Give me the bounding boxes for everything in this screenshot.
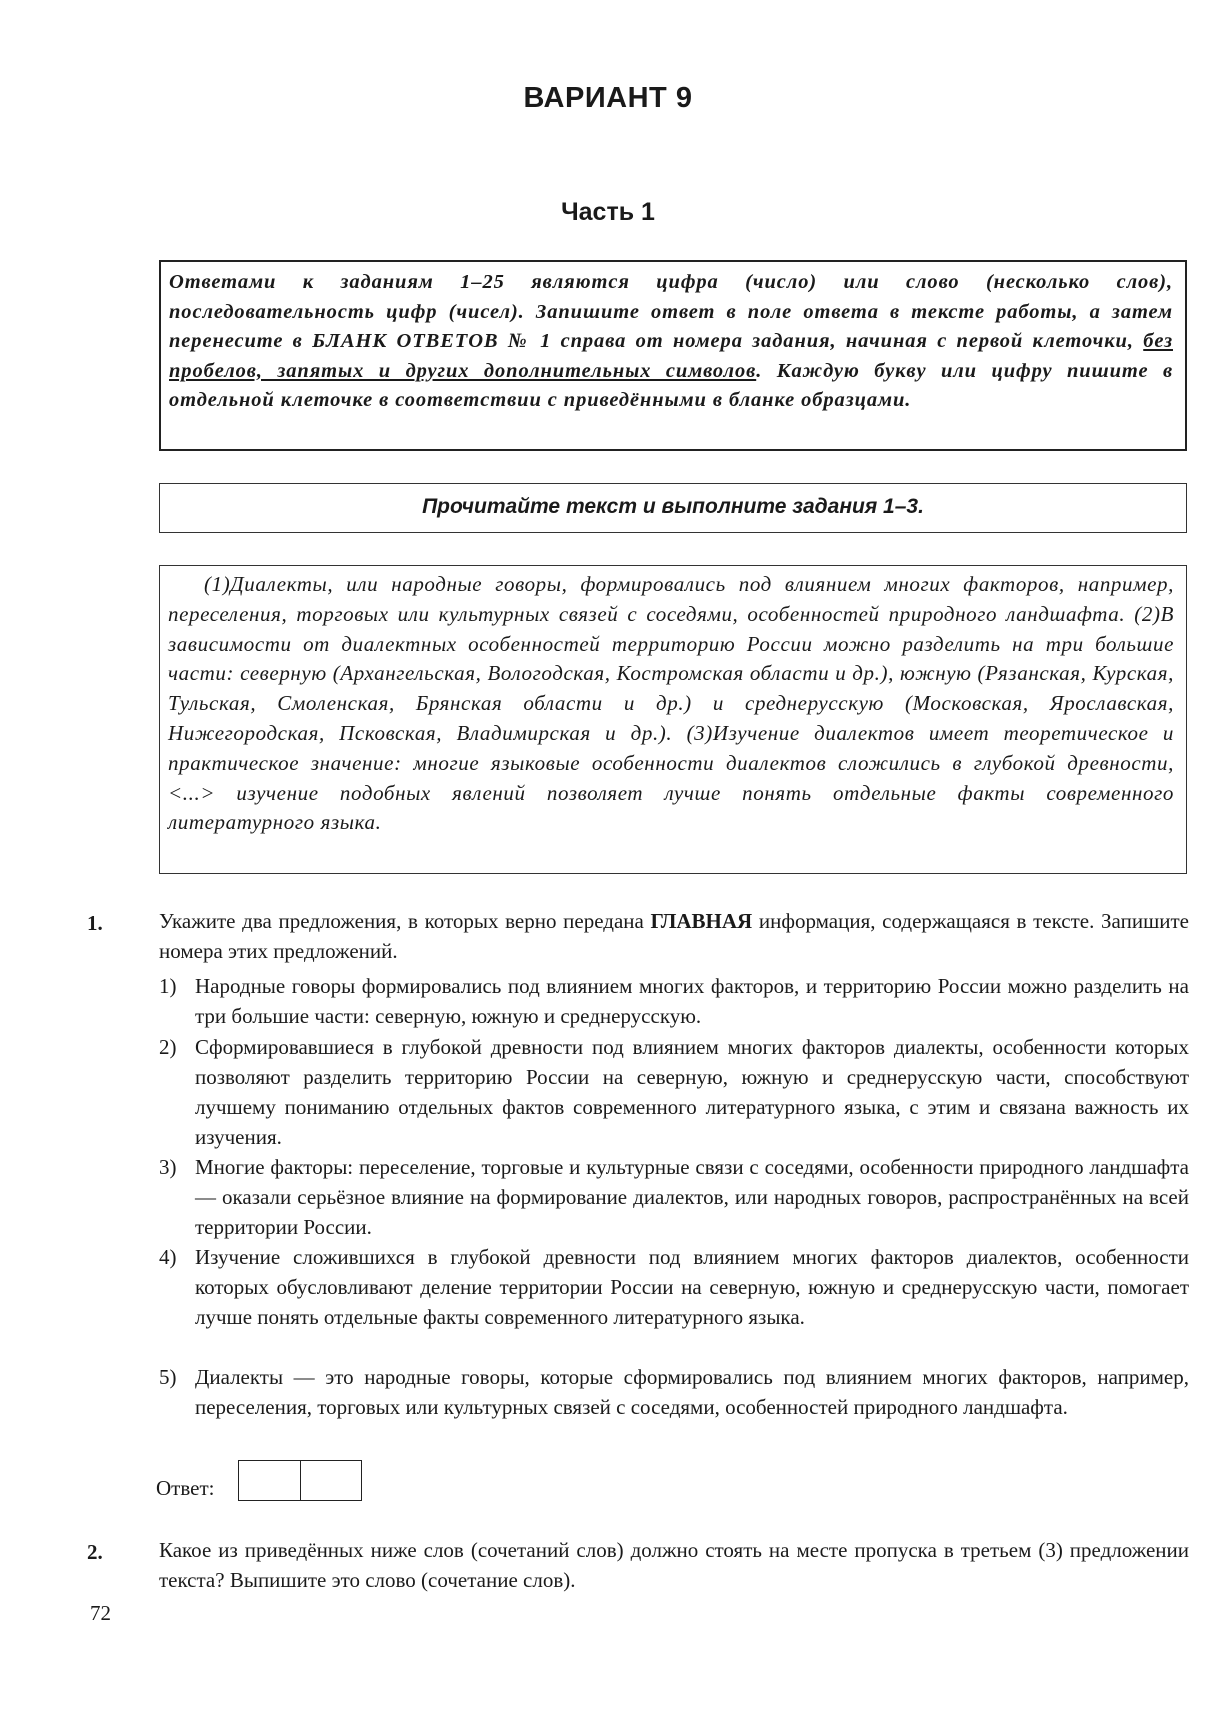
part-title: Часть 1 [561,198,655,226]
instructions-text-end: . Каждую букву или цифру пишите в отдельной клеточке в соответствии с приведёнными в бланке образцами. [169,359,1173,411]
option-number: 2) [159,1035,177,1059]
source-text-box [159,565,1187,874]
instructions-underlined-text: без пробелов, запятых и других дополнительных символов [169,330,1173,382]
answer-cell[interactable] [300,1461,362,1500]
variant-title: ВАРИАНТ 9 [523,82,693,114]
question-1-option [159,971,1189,1031]
option-text: Диалекты — это народные говоры, которые сформировались под влиянием многих факторов, например, переселения, торговых или культурных связей с соседями, особенностей природного ландшафта. [195,1365,1189,1419]
question-1-option [159,1242,1189,1332]
question-1-number: 1. [87,911,103,935]
option-text: Изучение сложившихся в глубокой древности под влиянием многих факторов диалектов, особенности которых обусловливают деление территории России на северную, южную и среднерусскую части, помогает лучше понять отдельные факты современного литературного языка. [195,1245,1189,1329]
option-text: Сформировавшиеся в глубокой древности под влиянием многих факторов диалекты, особенности которых позволяют разделить территорию России на северную, южную и среднерусскую части, способствуют лучшему пониманию отдельных фактов современного литературного языка, с этим и связана важность их изучения. [195,1035,1189,1149]
question-1-text-start: Укажите два предложения, в которых верно передана [159,909,651,933]
answer-cell[interactable] [239,1461,300,1500]
option-number: 3) [159,1155,177,1179]
option-number: 1) [159,974,177,998]
question-1-option [159,1152,1189,1242]
question-1-option [159,1362,1189,1422]
instructions-box [159,260,1187,451]
read-prompt-box [159,483,1187,533]
question-2-number: 2. [87,1540,103,1564]
question-1-text [159,906,1189,966]
question-2-text: Какое из приведённых ниже слов (сочетаний слов) должно стоять на месте пропуска в третьем (3) предложении текста? Выпишите это слово (сочетание слов). [159,1538,1189,1592]
option-number: 5) [159,1365,177,1389]
option-number: 4) [159,1245,177,1269]
answer-box[interactable] [238,1460,362,1501]
read-prompt: Прочитайте текст и выполните задания 1–3. [422,495,924,518]
question-1-text-end: информация, содержащаяся в тексте. Запишите номера этих предложений. [159,909,1189,963]
answer-label: Ответ: [156,1476,215,1500]
question-1-option [159,1032,1189,1152]
source-text: (1)Диалекты, или народные говоры, формировались под влиянием многих факторов, например, переселения, торговых или культурных связей с соседями, особенностей природного ландшафта. (2)В зависимости от диалектных особенностей территорию России можно разделить на три большие части: северную (Архангельская, Вологодская, Костромская области и др.), южную (Рязанская, Курская, Тульская, Смоленская, Брянская области и др.) и среднерусскую (Московская, Ярославская, Нижегородская, Псковская, Владимирская и др.). (3)Изучение диалектов имеет теоретическое и практическое значение: многие языковые особенности диалектов сложились в глубокой древности, <...> изучение подобных явлений позволяет лучше понять отдельные факты современного литературного языка. [168,572,1174,835]
page-number: 72 [90,1601,111,1625]
option-text: Народные говоры формировались под влиянием многих факторов, и территорию России можно разделить на три большие части: северную, южную и среднерусскую. [195,974,1189,1028]
question-1-text-bold: ГЛАВНАЯ [650,909,753,933]
option-text: Многие факторы: переселение, торговые и культурные связи с соседями, особенности природного ландшафта — оказали серьёзное влияние на формирование диалектов, или народных говоров, распространённых на всей территории России. [195,1155,1189,1239]
instructions-text: Ответами к заданиям 1–25 являются цифра (число) или слово (несколько слов), последовательность цифр (чисел). Запишите ответ в поле ответа в тексте работы, а затем перенесите в БЛАНК ОТВЕТОВ № 1 справа от номера задания, начиная с первой клеточки, [169,271,1173,352]
